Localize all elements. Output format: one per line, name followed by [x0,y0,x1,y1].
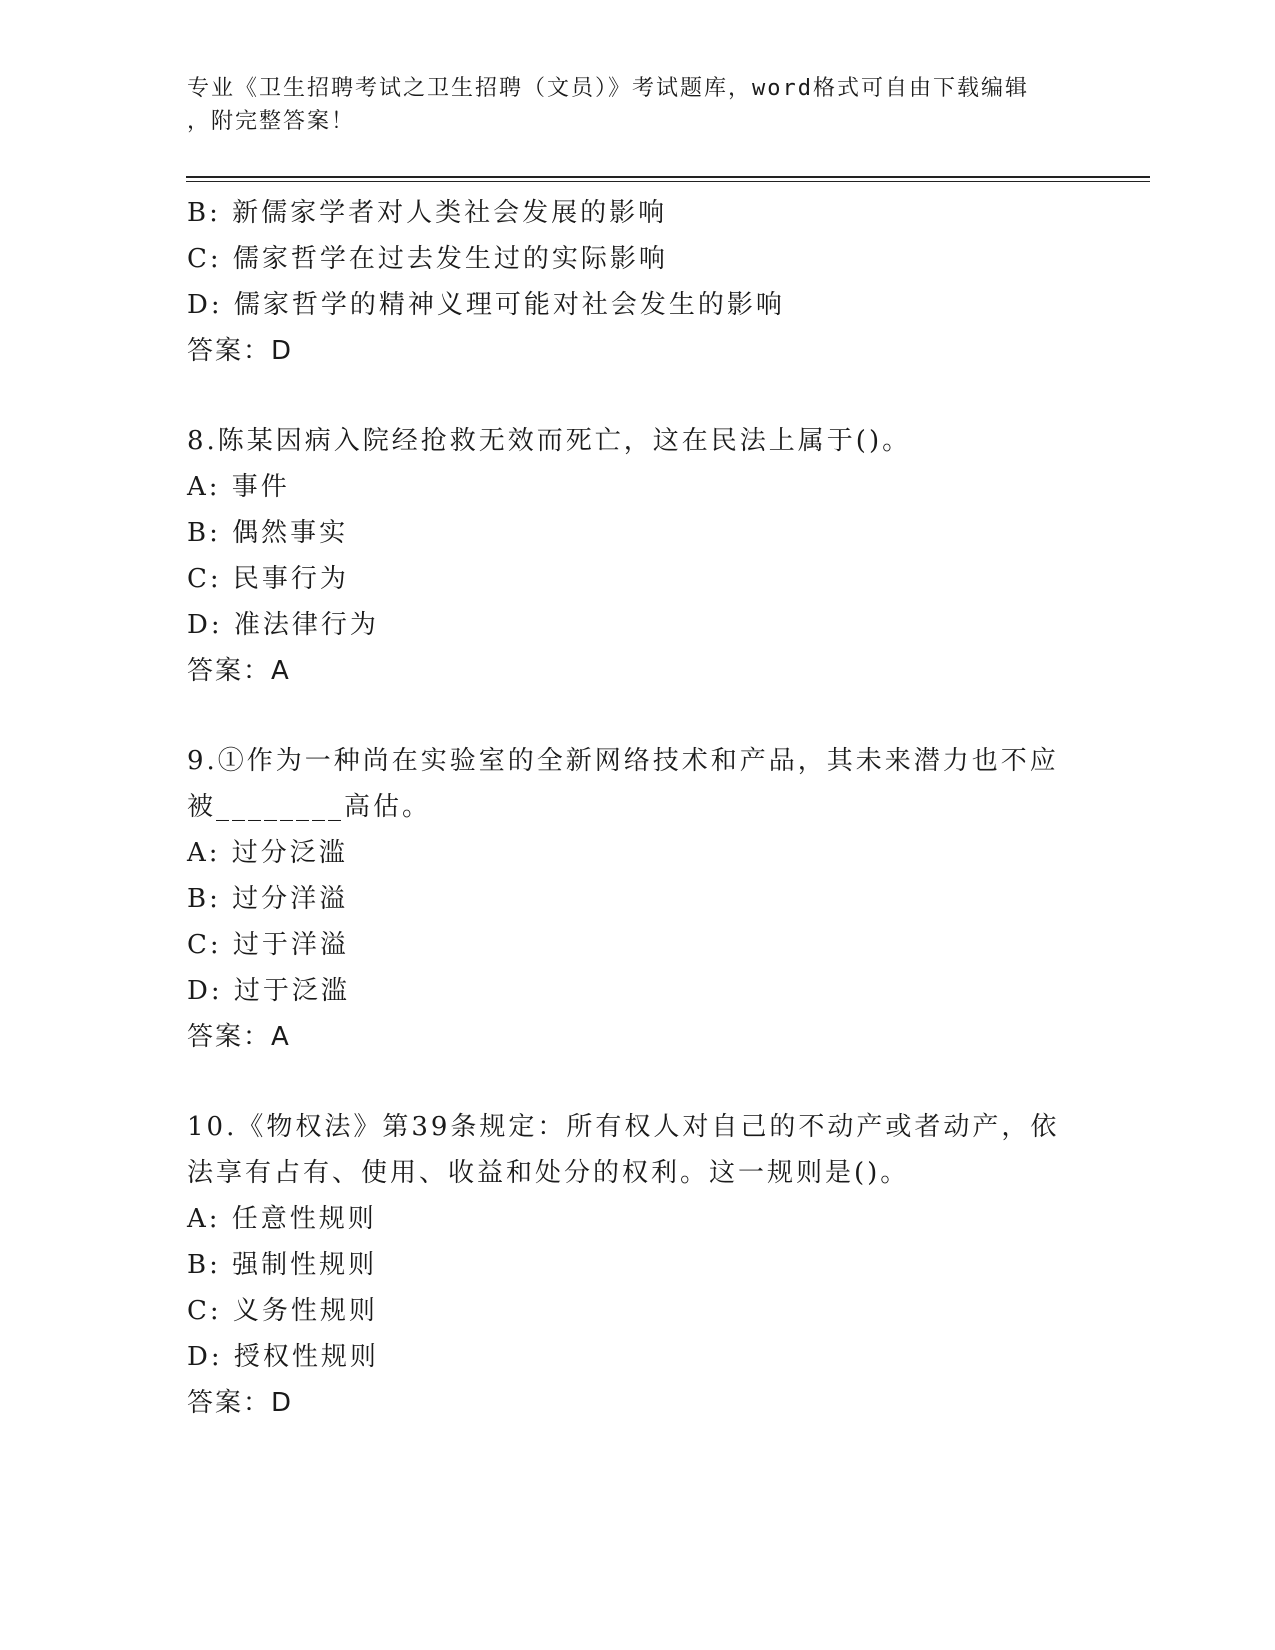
answer-line: 答案：D [187,336,294,366]
spacer [187,374,1067,418]
question-text: 9.①作为一种尚在实验室的全新网络技术和产品，其未来潜力也不应 [187,746,1059,776]
question-block-9 [187,738,1067,1060]
answer-line: 答案：A [187,656,291,686]
option-b: B: 偶然事实 [187,518,349,548]
option-d: D: 授权性规则 [187,1342,379,1372]
question-block-8 [187,418,1067,694]
question-block-10 [187,1104,1067,1426]
spacer [187,1060,1067,1104]
option-d: D: 儒家哲学的精神义理可能对社会发生的影响 [187,290,785,320]
answer-line: 答案：D [187,1388,294,1418]
document-header [187,72,1067,138]
option-c: C: 义务性规则 [187,1296,378,1326]
question-text-continued: 法享有占有、使用、收益和处分的权利。这一规则是()。 [187,1158,910,1188]
answer-line: 答案：A [187,1022,291,1052]
option-c: C: 儒家哲学在过去发生过的实际影响 [187,244,668,274]
question-text: 8.陈某因病入院经抢救无效而死亡，这在民法上属于()。 [187,426,912,456]
header-title-line-2: ，附完整答案！ [187,109,356,134]
option-a: A: 过分泛滥 [187,838,348,868]
spacer [187,694,1067,738]
question-text: 10.《物权法》第39条规定：所有权人对自己的不动产或者动产，依 [187,1112,1060,1142]
option-a: A: 任意性规则 [187,1204,377,1234]
question-list [187,190,1067,1426]
header-divider-thin [186,181,1150,182]
option-b: B: 过分洋溢 [187,884,349,914]
option-a: A: 事件 [187,472,290,502]
option-c: C: 民事行为 [187,564,349,594]
header-divider-thick [186,176,1150,178]
header-title-line-1: 专业《卫生招聘考试之卫生招聘（文员）》考试题库，word格式可自由下载编辑 [187,76,1029,101]
option-b: B: 强制性规则 [187,1250,378,1280]
option-d: D: 过于泛滥 [187,976,350,1006]
option-d: D: 准法律行为 [187,610,379,640]
option-b: B: 新儒家学者对人类社会发展的影响 [187,198,668,228]
question-block-7-continued [187,190,1067,374]
question-text-continued: 被________高估。 [187,792,432,822]
option-c: C: 过于洋溢 [187,930,349,960]
